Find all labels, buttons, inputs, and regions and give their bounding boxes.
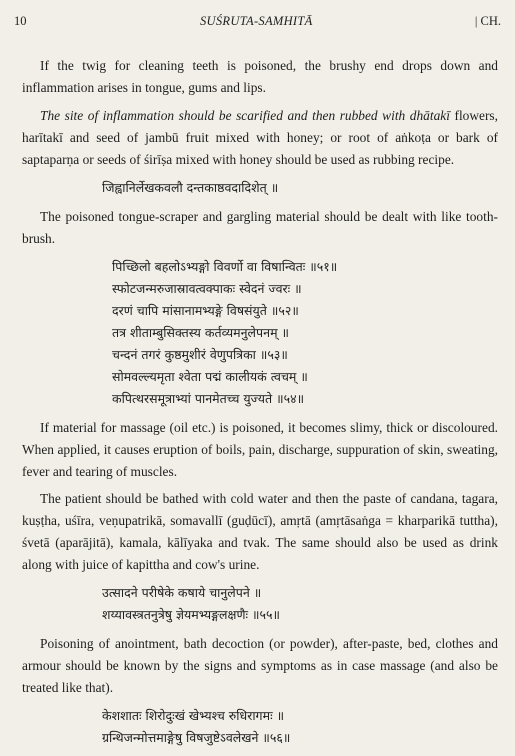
paragraph-2-rest: flowers, harītakī and seed of jambū fruit mixed with honey; or root of aṅkoṭa or bark of saptaparṇa or seeds of śirīṣa mixed with honey should be used as rubbing recipe. — [22, 108, 498, 167]
paragraph-4: If material for massage (oil etc.) is poisoned, it becomes slimy, thick or discoloured. When applied, it causes eruption of boils, pain, discharge, suppuration of skin, sweating, fever and tearing of muscles. — [22, 420, 498, 479]
verse-block-3 — [22, 582, 498, 626]
verse-line: पिच्छिलो बहलोऽभ्यङ्गो विवर्णो वा विषान्वितः ॥५१॥ — [112, 259, 338, 274]
verse-line: जिह्वानिर्लेखकवलौ दन्तकाष्ठवदादिशेत् ॥ — [102, 180, 279, 195]
verse-line: चन्दनं तगरं कुष्ठमुशीरं वेणुपत्रिका ॥५३॥ — [112, 347, 288, 362]
paragraph-6: Poisoning of anointment, bath decoction (or powder), after-paste, bed, clothes and armour should be known by the signs and symptoms as in case massage (and also be treated like that). — [22, 636, 498, 695]
paragraph-3: The poisoned tongue-scraper and gargling material should be dealt with like tooth-brush. — [22, 209, 498, 246]
verse-line: सोमवल्ल्यमृता श्वेता पद्मं कालीयकं त्वचम् ॥ — [112, 369, 308, 384]
paragraph-5: The patient should be bathed with cold water and then the paste of candana, tagara, kuṣṭha, uśīra, veṇupatrikā, somavallī (guḍūcī), amṛtā (amṛtāsaṅga = kharparikā tuttha), śvetā (aparājitā), kamala, kālīyaka and tvak. The same should also be used as drink along with juice of kapittha and cow's urine. — [22, 491, 498, 572]
verse-block-4 — [22, 705, 498, 749]
verse-line: उत्सादने परीषेके कषाये चानुलेपने ॥ — [102, 585, 262, 600]
verse-line: ग्रन्थिजन्मोत्तमाङ्गेषु विषजुष्टेऽवलेखने ॥५६॥ — [102, 730, 291, 745]
verse-line: कपित्थरसमूत्राभ्यां पानमेतच्च युज्यते ॥५४॥ — [112, 391, 305, 406]
verse-line: दरणं चापि मांसानामभ्यङ्गे विषसंयुते ॥५२॥ — [112, 303, 299, 318]
verse-line: तत्र शीताम्बुसिक्तस्य कर्तव्यमनुलेपनम् ॥ — [112, 325, 290, 340]
page-number: 10 — [14, 14, 27, 28]
verse-block-1 — [22, 177, 498, 199]
paragraph-2-italic: The site of inflammation should be scarified and then rubbed with dhātakī — [40, 108, 450, 123]
paragraph-2 — [22, 105, 498, 171]
running-title: SUŚRUTA-SAMHITĀ — [200, 14, 313, 28]
chapter-marker: | CH. — [474, 14, 501, 28]
verse-line: स्फोटजन्मरुजास्रावत्वक्पाकः स्वेदनं ज्वरः ॥ — [112, 281, 302, 296]
verse-line: शय्यावस्त्रतनुत्रेषु ज्ञेयमभ्यङ्गलक्षणैः ॥५५॥ — [102, 607, 281, 622]
page-body — [22, 55, 498, 756]
verse-block-2 — [22, 256, 498, 410]
page-header — [0, 0, 515, 40]
paragraph-1: If the twig for cleaning teeth is poisoned, the brushy end drops down and inflammation arises in tongue, gums and lips. — [22, 58, 498, 95]
verse-line: केशशातः शिरोदुःखं खेभ्यश्च रुधिरागमः ॥ — [102, 708, 285, 723]
